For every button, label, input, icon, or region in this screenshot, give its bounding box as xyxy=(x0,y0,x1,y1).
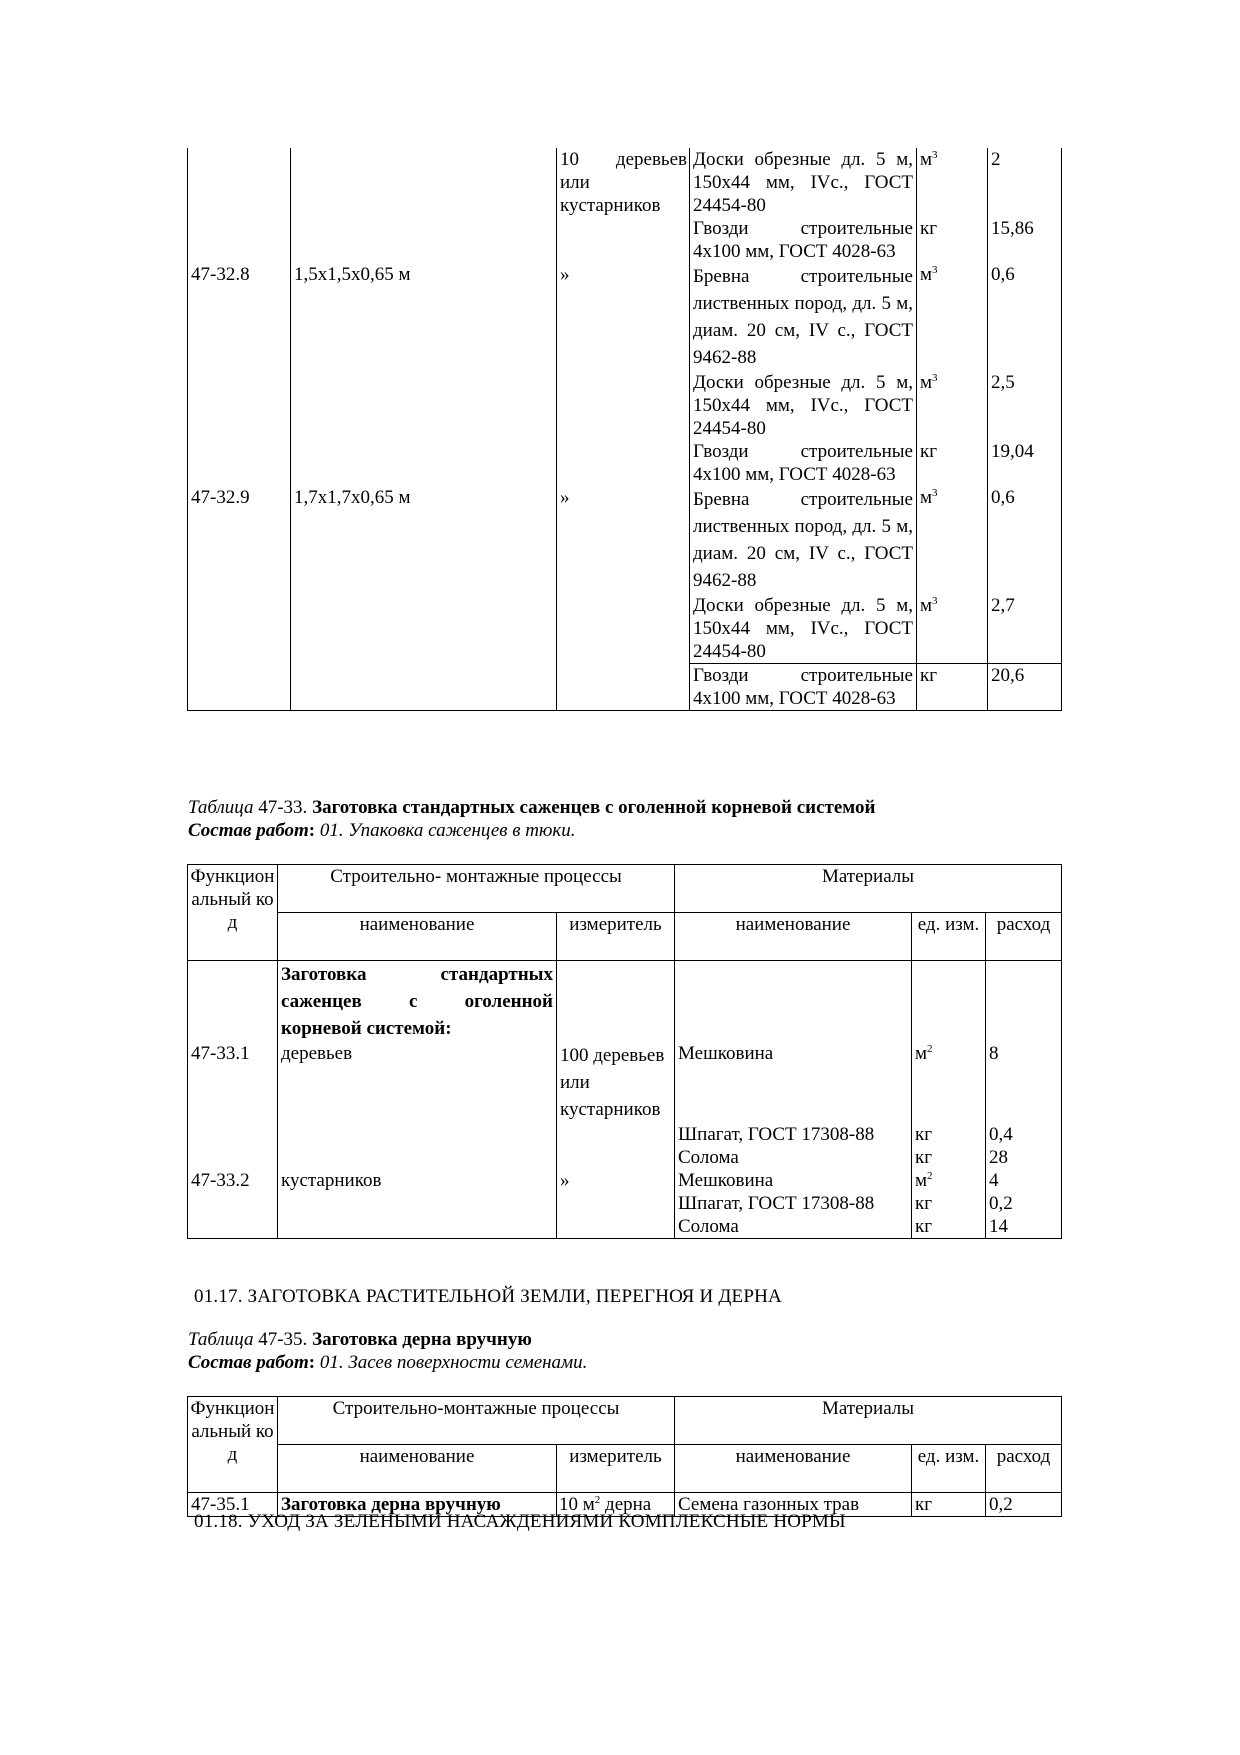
meter-cell xyxy=(557,1123,675,1146)
header-meter: измеритель xyxy=(557,1445,675,1493)
unit-cell: кг xyxy=(917,664,988,711)
func-code-cell xyxy=(188,440,291,486)
unit-cell: кг xyxy=(912,1146,986,1169)
name-cell xyxy=(278,1215,557,1239)
header-materials: Материалы xyxy=(675,1397,1062,1445)
func-code-cell xyxy=(188,664,291,711)
header-name: наименование xyxy=(278,913,557,961)
func-code-cell xyxy=(188,1215,278,1239)
table-row xyxy=(188,1123,1062,1146)
size-cell: 1,7х1,7х0,65 м xyxy=(291,486,557,594)
group-title-row xyxy=(188,961,1062,1043)
material-cell: Бревна строительные лиственных пород, дл. 5 м, диам. 20 см, IV с., ГОСТ 9462-88 xyxy=(690,486,917,594)
material-cell: Гвозди строительные 4х100 мм, ГОСТ 4028-63 xyxy=(690,664,917,711)
meter-cell: » xyxy=(557,263,690,371)
table-row xyxy=(188,1042,1062,1123)
table-row xyxy=(188,594,1062,664)
table-row xyxy=(188,148,1062,217)
consumption-cell: 0,2 xyxy=(986,1493,1062,1517)
consumption-cell: 20,6 xyxy=(988,664,1062,711)
func-code-cell xyxy=(188,217,291,263)
material-cell: Шпагат, ГОСТ 17308-88 xyxy=(675,1123,912,1146)
func-code-cell xyxy=(188,594,291,664)
material-cell: Солома xyxy=(675,1146,912,1169)
consumption-cell: 2,5 xyxy=(988,371,1062,440)
table-row xyxy=(188,1169,1062,1192)
size-cell xyxy=(291,148,557,217)
material-cell: Мешковина xyxy=(675,1169,912,1192)
table-47-35 xyxy=(187,1396,1062,1517)
material-cell: Шпагат, ГОСТ 17308-88 xyxy=(675,1192,912,1215)
unit-cell: $м^3$ xyxy=(917,148,988,217)
material-cell: Доски обрезные дл. 5 м, 150х44 мм, IVс., ГОСТ 24454-80 xyxy=(690,371,917,440)
unit-cell: $м^3$ xyxy=(917,594,988,664)
table-47-33 xyxy=(187,864,1062,1239)
material-cell: Семена газонных трав xyxy=(675,1493,912,1517)
section-heading-01-18: 01.18. УХОД ЗА ЗЕЛЕНЫМИ НАСАЖДЕНИЯМИ КОМПЛЕКСНЫЕ НОРМЫ xyxy=(194,1511,846,1532)
material-cell: Бревна строительные лиственных пород, дл. 5 м, диам. 20 см, IV с., ГОСТ 9462-88 xyxy=(690,263,917,371)
func-code-cell: 47-33.1 xyxy=(188,1042,278,1123)
consumption-cell: 8 xyxy=(986,1042,1062,1123)
header-processes: Строительно- монтажные процессы xyxy=(278,865,675,913)
unit-cell: $м^3$ xyxy=(917,371,988,440)
table-row xyxy=(188,371,1062,440)
unit-cell: кг xyxy=(917,440,988,486)
table-row xyxy=(188,1215,1062,1239)
table-row xyxy=(188,263,1062,371)
material-cell: Гвозди строительные 4х100 мм, ГОСТ 4028-63 xyxy=(690,440,917,486)
func-code-cell: 47-32.8 xyxy=(188,263,291,371)
consumption-cell: 14 xyxy=(986,1215,1062,1239)
name-cell xyxy=(278,1192,557,1215)
unit-cell: $м^3$ xyxy=(917,263,988,371)
group-title: Заготовка стандартных саженцев с оголенной корневой системой: xyxy=(278,961,557,1043)
size-cell xyxy=(291,217,557,263)
work-composition-line: Состав работ: 01. Упаковка саженцев в тюки. xyxy=(188,820,576,841)
meter-cell xyxy=(557,1146,675,1169)
header-func-code: Функциональный код xyxy=(188,865,278,961)
table-row xyxy=(188,486,1062,594)
header-processes: Строительно-монтажные процессы xyxy=(278,1397,675,1445)
meter-cell xyxy=(557,217,690,263)
size-cell xyxy=(291,594,557,664)
func-code-cell xyxy=(188,148,291,217)
header-row xyxy=(188,913,1062,961)
table-caption-47-33 xyxy=(188,796,1048,842)
material-cell: Доски обрезные дл. 5 м, 150х44 мм, IVс., ГОСТ 24454-80 xyxy=(690,594,917,664)
caption-line: Таблица 47-33. Заготовка стандартных саженцев с оголенной корневой системой xyxy=(188,797,876,818)
meter-cell xyxy=(557,371,690,440)
meter-cell: » xyxy=(557,1169,675,1192)
header-material-name: наименование xyxy=(675,913,912,961)
func-code-cell: 47-33.2 xyxy=(188,1169,278,1192)
table-row xyxy=(188,440,1062,486)
table-row xyxy=(188,664,1062,711)
unit-cell: кг xyxy=(912,1215,986,1239)
material-cell: Доски обрезные дл. 5 м, 150х44 мм, IVс., ГОСТ 24454-80 xyxy=(690,148,917,217)
size-cell xyxy=(291,440,557,486)
header-func-code: Функциональный код xyxy=(188,1397,278,1493)
table-row xyxy=(188,1146,1062,1169)
material-cell: Мешковина xyxy=(675,1042,912,1123)
meter-cell xyxy=(557,594,690,664)
name-cell: кустарников xyxy=(278,1169,557,1192)
meter-cell xyxy=(557,1192,675,1215)
meter-cell xyxy=(557,664,690,711)
func-code-cell xyxy=(188,1192,278,1215)
material-cell: Солома xyxy=(675,1215,912,1239)
table-row xyxy=(188,1192,1062,1215)
meter-cell: 10 $м^2$ дерна xyxy=(557,1493,675,1517)
size-cell xyxy=(291,664,557,711)
func-code-cell: 47-32.9 xyxy=(188,486,291,594)
consumption-cell: 4 xyxy=(986,1169,1062,1192)
work-composition-line: Состав работ: 01. Засев поверхности семенами. xyxy=(188,1352,588,1373)
header-row xyxy=(188,1397,1062,1445)
func-code-cell xyxy=(188,1123,278,1146)
header-consumption: расход xyxy=(986,913,1062,961)
unit-cell: кг xyxy=(912,1493,986,1517)
table-row xyxy=(188,217,1062,263)
table-47-32-continuation xyxy=(187,148,1062,711)
header-name: наименование xyxy=(278,1445,557,1493)
name-cell: деревьев xyxy=(278,1042,557,1123)
consumption-cell: 28 xyxy=(986,1146,1062,1169)
size-cell: 1,5х1,5х0,65 м xyxy=(291,263,557,371)
meter-cell: » xyxy=(557,486,690,594)
unit-cell: $м^2$ xyxy=(912,1042,986,1123)
header-materials: Материалы xyxy=(675,865,1062,913)
size-cell xyxy=(291,371,557,440)
consumption-cell: 0,6 xyxy=(988,263,1062,371)
func-code-cell: 47-35.1 xyxy=(188,1493,278,1517)
consumption-cell: 0,6 xyxy=(988,486,1062,594)
unit-cell: кг xyxy=(912,1123,986,1146)
consumption-cell: 2 xyxy=(988,148,1062,217)
name-cell xyxy=(278,1123,557,1146)
table-caption-47-35 xyxy=(188,1328,1048,1374)
func-code-cell xyxy=(188,1146,278,1169)
consumption-cell: 2,7 xyxy=(988,594,1062,664)
unit-cell: кг xyxy=(917,217,988,263)
unit-cell: кг xyxy=(912,1192,986,1215)
meter-cell xyxy=(557,1215,675,1239)
consumption-cell: 15,86 xyxy=(988,217,1062,263)
header-unit: ед. изм. xyxy=(912,913,986,961)
name-cell: Заготовка дерна вручную xyxy=(278,1493,557,1517)
material-cell: Гвозди строительные 4х100 мм, ГОСТ 4028-63 xyxy=(690,217,917,263)
header-row xyxy=(188,865,1062,913)
unit-cell: $м^3$ xyxy=(917,486,988,594)
meter-cell xyxy=(557,440,690,486)
func-code-cell xyxy=(188,371,291,440)
header-unit: ед. изм. xyxy=(912,1445,986,1493)
meter-cell: 100 деревьев или кустарников xyxy=(557,1042,675,1123)
consumption-cell: 0,4 xyxy=(986,1123,1062,1146)
consumption-cell: 0,2 xyxy=(986,1192,1062,1215)
meter-cell: 10 деревьев или кустарников xyxy=(557,148,690,217)
name-cell xyxy=(278,1146,557,1169)
header-meter: измеритель xyxy=(557,913,675,961)
unit-cell: $м^2$ xyxy=(912,1169,986,1192)
section-heading-01-17: 01.17. ЗАГОТОВКА РАСТИТЕЛЬНОЙ ЗЕМЛИ, ПЕРЕГНОЯ И ДЕРНА xyxy=(194,1286,782,1307)
header-row xyxy=(188,1445,1062,1493)
caption-line: Таблица 47-35. Заготовка дерна вручную xyxy=(188,1329,532,1350)
header-material-name: наименование xyxy=(675,1445,912,1493)
header-consumption: расход xyxy=(986,1445,1062,1493)
consumption-cell: 19,04 xyxy=(988,440,1062,486)
